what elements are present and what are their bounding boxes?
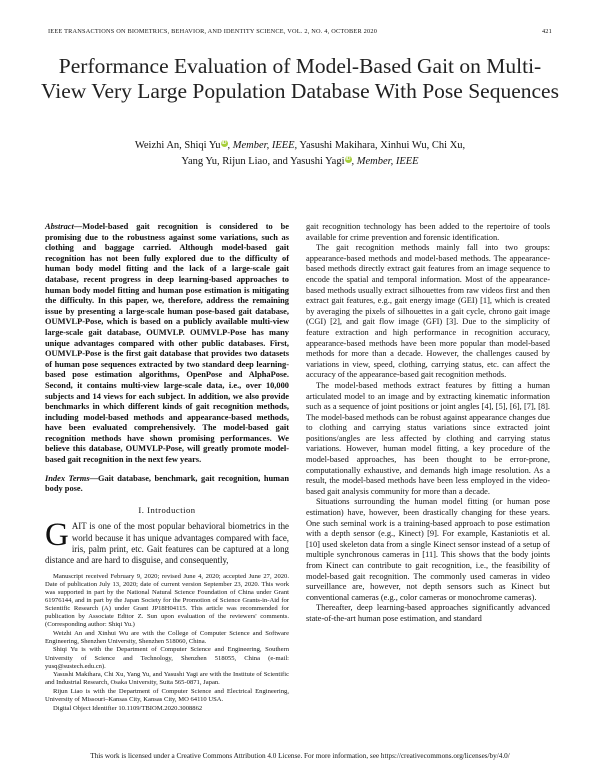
license-notice[interactable]: This work is licensed under a Creative Commons Attribution 4.0 License. For more information, see https://creativecommons.org/licenses/by/4.0/ [90, 752, 510, 760]
body-paragraph: gait recognition technology has been added to the repertoire of tools available for crime prevention and forensic identification. [306, 222, 550, 242]
journal-header: IEEE TRANSACTIONS ON BIOMETRICS, BEHAVIOR, AND IDENTITY SCIENCE, VOL. 2, NO. 4, OCTOBER 2020 [48, 28, 378, 35]
paper-title: Performance Evaluation of Model-Based Gait on Multi-View Very Large Population Database With Pose Sequences [41, 54, 559, 103]
author-line-2 [40, 154, 560, 170]
index-terms [45, 474, 289, 495]
author-names: Weizhi An, Shiqi Yu [134, 140, 221, 151]
intro-paragraph [45, 517, 289, 566]
author-list [40, 138, 560, 170]
index-terms-label: Index Terms— [45, 473, 98, 483]
author-role: , Member, IEEE, [227, 140, 298, 151]
body-paragraph: Thereafter, deep learning-based approaches significantly advanced state-of-the-art human pose estimation, and standard [306, 603, 550, 623]
author-names: Yasushi Makihara, Xinhui Wu, Chi Xu, [297, 140, 466, 151]
drop-cap: G [45, 517, 69, 554]
body-paragraph: Situations surrounding the human model fitting (or human pose estimation) have, however, been drastically changing for these years. One such seminal work is a training-based approach to pose estimation with a depth sensor (e.g., Kinect) [9]. For example, Kastaniotis et al. [10] used skeleton data from a single Kinect sensor instead of a setup of multiple synchronous cameras in [11]. This shows that the body joints from Kinect can contribute to gait recognition, i.e., the feasibility of model-based gait recognition. The commonly used cameras in video surveillance are, however, not depth sensors such as Kinect but conventional cameras (e.g., color cameras or monochrome cameras). [306, 497, 550, 602]
footnote: Shiqi Yu is with the Department of Computer Science and Engineering, Southern University of Science and Technology, Shenzhen 518055, China (e-mail: yusq@sustech.edu.cn). [45, 646, 289, 670]
section-heading: I. Introduction [138, 504, 196, 515]
index-terms-text: Gait database, benchmark, gait recognition, human body pose. [45, 473, 290, 494]
abstract-label: Abstract— [45, 222, 83, 231]
body-paragraph: The gait recognition methods mainly fall into two groups: appearance-based methods and model-based methods. The appearance-based methods directly extract gait features from an image sequence to encode the spatial and temporal information. Most of the appearance-based methods usually extract silhouettes from raw videos first and then extract gait features, e.g., gait energy image (GEI) [1], which is created by averaging the pixels of silhouettes in a gait cycle, chrono gait image (CGI) [2], and gait flow image (GFI) [3]. Due to the simplicity of feature extraction and high performance in recognition accuracy, appearance-based methods have been more popular than model-based methods for more than a decade. However, the challenges caused by variations in view, speed, clothing, carrying status, etc. can affect the accuracy of the appearance-based gait recognition methods. [306, 243, 550, 380]
intro-text: AIT is one of the most popular behavioral biometrics in the world because it has unique advantages compared with face, iris, palm print, etc. Gait features can be captured at a long distance and are hard to disguise, and consequently, [45, 521, 289, 566]
abstract-text: Model-based gait recognition is considered to be promising due to the robustness against some variations, such as clothing and baggage carried. Although model-based gait recognition has not been fully explored due to the difficulty of human body model fitting and the lack of a large-scale gait database, recent progress in deep learning-based approaches to human body model fitting and human pose estimation is mitigating the difficulty. In this paper, we, therefore, address the remaining issue by presenting a large-scale human pose-based gait database, OUMVLP-Pose, which is based on a publicly available multi-view large-scale gait database, OUMVLP. OUMVLP-Pose has many unique advantages compared with other public databases. First, OUMVLP-Pose is the first gait database that provides two datasets of human pose sequences extracted by two standard deep learning-based pose estimation algorithms, OpenPose and AlphaPose. Second, it contains multi-view large-scale data, i.e., over 10,000 subjects and 14 views for each subject. In addition, we also provide benchmarks in which different kinds of gait recognition methods, including model-based methods and appearance-based methods, have been evaluated comprehensively. The model-based gait recognition methods have shown promising performances. We believe this database, OUMVLP-Pose, will greatly promote model-based gait recognition in the next few years. [45, 222, 289, 465]
body-paragraph: The model-based methods extract features by fitting a human articulated model to an image and by extracting kinematic information such as a sequence of joint positions or joint angles [4], [5], [6], [7], [8]. The model-based methods can be robust against appearance changes due to clothing and carrying status variations since extracted joint positions/angles are less affected by clothing and carrying status variations. However, human model fitting, a key procedure of the model-based approaches, has been thought to be error-prone, computationally exhaustive, and demands high image resolution. As a result, the model-based methods have been less employed in the video-based gait analysis community for more than a decade. [306, 380, 550, 496]
author-line-1 [40, 138, 560, 154]
footnote: Yasushi Makihara, Chi Xu, Yang Yu, and Yasushi Yagi are with the Institute of Scientific and Industrial Research, Osaka University, Suita 565-0871, Japan. [45, 671, 289, 687]
right-column [306, 222, 550, 625]
doi-footnote: Digital Object Identifier 10.1109/TBIOM.2020.3008862 [53, 704, 203, 712]
footnote: Rijun Liao is with the Department of Computer Science and Electrical Engineering, University of Missouri–Kansas City, Kansas City, MO 64110 USA. [45, 687, 289, 704]
author-names: Yang Yu, Rijun Liao, and Yasushi Yagi [181, 156, 345, 167]
footnote: Weizhi An and Xinhui Wu are with the College of Computer Science and Software Engineering, Shenzhen University, Shenzhen 518060, China. [45, 629, 289, 645]
author-role: , Member, IEEE [351, 156, 419, 167]
footnotes [45, 573, 289, 713]
orcid-icon[interactable]: iD [345, 155, 351, 162]
running-head [48, 28, 552, 35]
left-column [45, 222, 289, 713]
footnote: Manuscript received February 9, 2020; revised June 4, 2020; accepted June 27, 2020. Date of publication July 13, 2020; date of current version September 23, 2020. This work was supported in part by the National Natural Science Foundation of China under Grant 61976144, and in part by the Japan Society for the Promotion of Science Grants-in-Aid for Scientific Research (A) under Grant JP18H04115. This article was recommended for publication by Associate Editor Z. Sun upon evaluation of the reviewers' comments. (Corresponding author: Shiqi Yu.) [45, 572, 289, 629]
orcid-icon[interactable]: iD [221, 139, 227, 146]
abstract [45, 222, 289, 466]
page-number: 421 [541, 28, 552, 35]
